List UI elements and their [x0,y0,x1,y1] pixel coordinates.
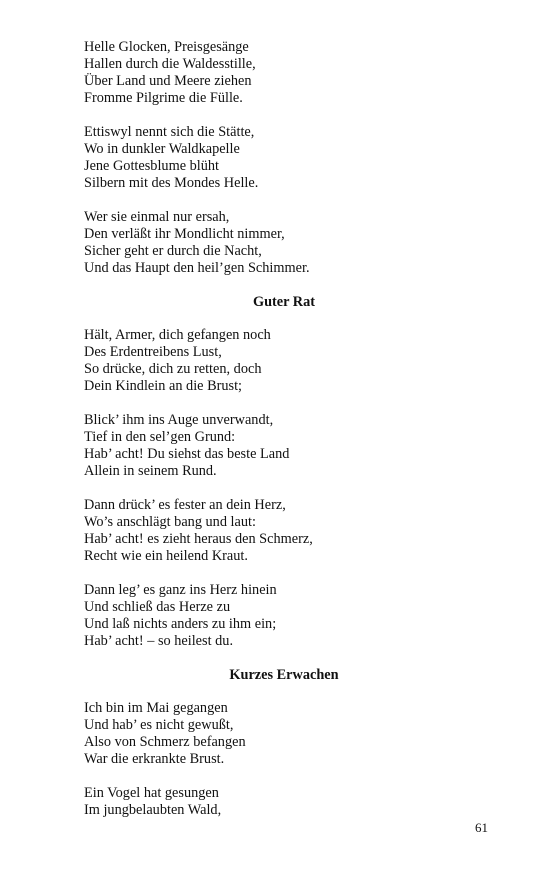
verse-line: Ich bin im Mai gegangen [84,700,228,716]
verse-line: Und schließ das Herze zu [84,599,231,615]
stanza [84,785,484,819]
verse-line: Hab’ acht! – so heilest du. [84,633,234,649]
verse-line: Wo in dunkler Waldkapelle [84,141,240,157]
stanza [84,700,484,768]
verse-line: Blick’ ihm ins Auge unverwandt, [84,412,274,428]
verse-line: Ein Vogel hat gesungen [84,785,219,801]
verse-line: Also von Schmerz befangen [84,734,246,750]
verse-line: Hab’ acht! es zieht heraus den Schmerz, [84,531,313,547]
verse-line: Und hab’ es nicht gewußt, [84,717,234,733]
verse-line: Sicher geht er durch die Nacht, [84,243,262,259]
poem-guter-rat [84,294,484,650]
verse-line: Über Land und Meere ziehen [84,73,252,89]
stanza [84,497,484,565]
page-number: 61 [475,820,488,835]
stanza [84,327,484,395]
verse-line: Allein in seinem Rund. [84,463,217,479]
stanza [84,124,484,192]
verse-line: Hallen durch die Waldesstille, [84,56,256,72]
verse-line: Wo’s anschlägt bang und laut: [84,514,256,530]
verse-line: Den verläßt ihr Mondlicht nimmer, [84,226,285,242]
verse-line: Silbern mit des Mondes Helle. [84,175,259,191]
verse-line: Fromme Pilgrime die Fülle. [84,90,243,106]
poem-title: Kurzes Erwachen [229,667,339,683]
verse-line: Recht wie ein heilend Kraut. [84,548,248,564]
stanza [84,582,484,650]
verse-line: Helle Glocken, Preisgesänge [84,39,249,55]
poem-ettiswyl [84,39,484,277]
stanza [84,39,484,107]
verse-line: Ettiswyl nennt sich die Stätte, [84,124,255,140]
stanza [84,412,484,480]
verse-line: Im jungbelaubten Wald, [84,802,222,818]
poem-title: Guter Rat [252,294,316,310]
verse-line: Wer sie einmal nur ersah, [84,209,230,225]
verse-line: Und das Haupt den heil’gen Schimmer. [84,260,310,276]
book-page [84,39,484,836]
verse-line: Dann leg’ es ganz ins Herz hinein [84,582,277,598]
verse-line: Tief in den sel’gen Grund: [84,429,236,445]
verse-line: Jene Gottesblume blüht [84,158,220,174]
verse-line: Des Erdentreibens Lust, [84,344,222,360]
verse-line: War die erkrankte Brust. [84,751,225,767]
stanza [84,209,484,277]
verse-line: Dein Kindlein an die Brust; [84,378,243,394]
verse-line: Hält, Armer, dich gefangen noch [84,327,271,343]
verse-line: So drücke, dich zu retten, doch [84,361,262,377]
poem-kurzes-erwachen [84,667,484,819]
verse-line: Dann drück’ es fester an dein Herz, [84,497,286,513]
verse-line: Hab’ acht! Du siehst das beste Land [84,446,290,462]
verse-line: Und laß nichts anders zu ihm ein; [84,616,277,632]
